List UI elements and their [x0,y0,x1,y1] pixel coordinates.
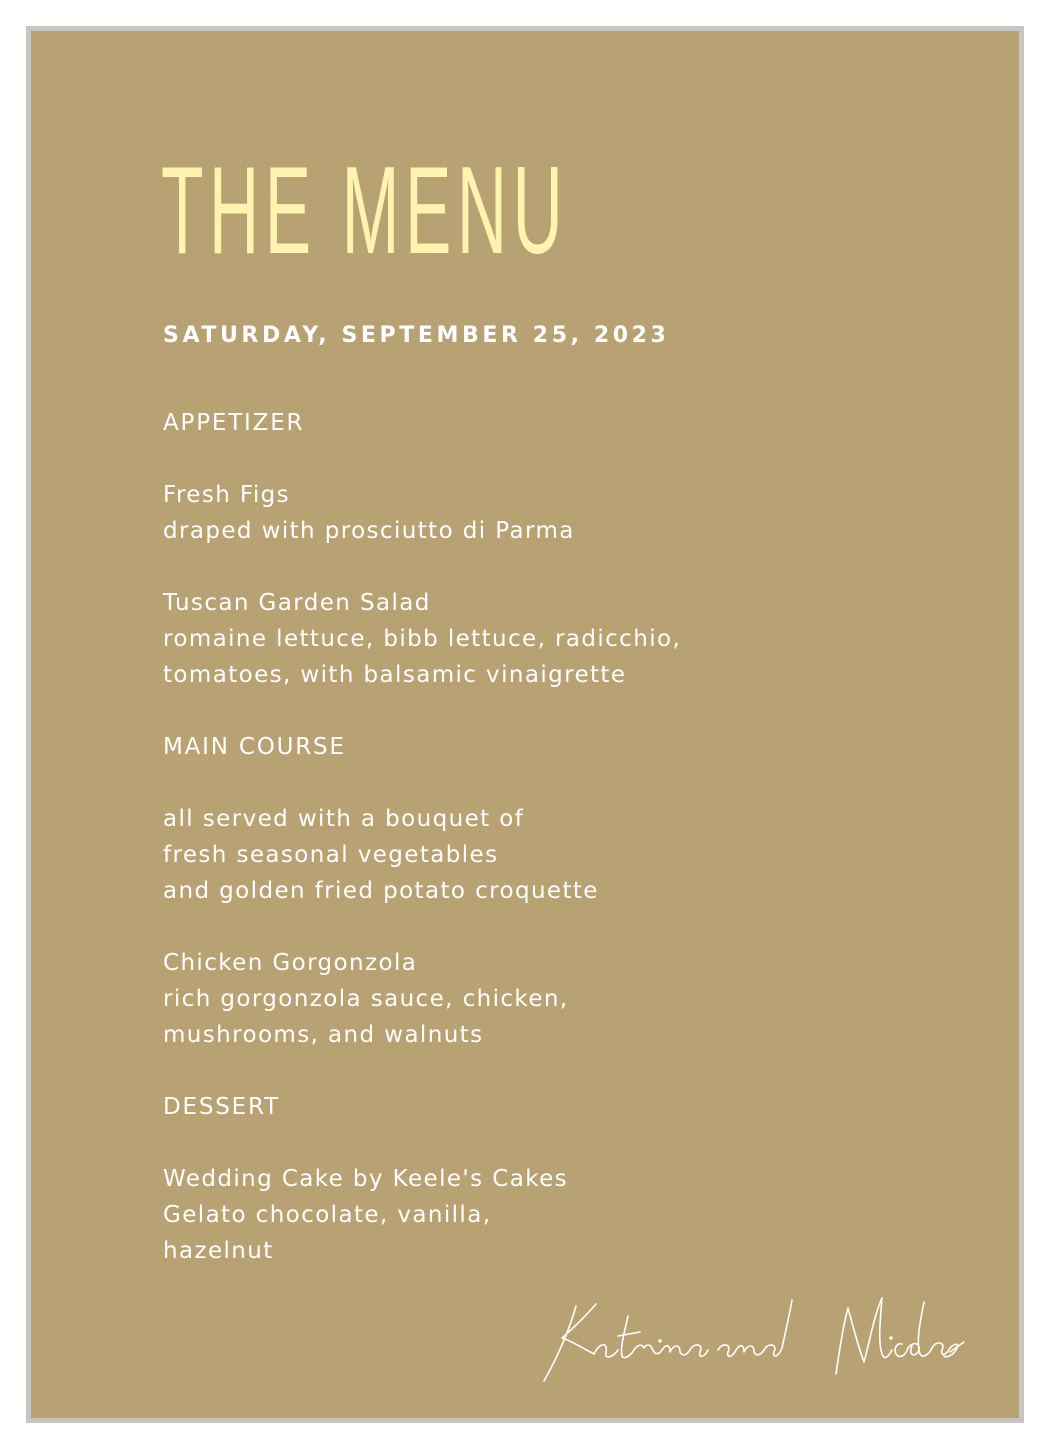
event-date: SATURDAY, SEPTEMBER 25, 2023 [163,323,670,348]
dish-name: Chicken Gorgonzola [163,950,418,976]
menu-body [163,405,681,1269]
dish-name: Fresh Figs [163,482,291,508]
dish-description: Gelato chocolate, vanilla, [163,1202,492,1228]
menu-card-border [26,26,1024,1423]
dish-description: mushrooms, and walnuts [163,1022,484,1048]
dish-description: tomatoes, with balsamic vinaigrette [163,662,627,688]
spacer [163,549,681,585]
dish-name: Tuscan Garden Salad [163,590,431,616]
dish-name: Wedding Cake by Keele's Cakes [163,1166,569,1192]
spacer [163,693,681,729]
spacer [163,909,681,945]
dish-description: rich gorgonzola sauce, chicken, [163,986,569,1012]
spacer [163,765,681,801]
spacer [163,1125,681,1161]
spacer [163,1053,681,1089]
section-heading-dessert: DESSERT [163,1094,280,1120]
menu-title: THE MENU [161,142,569,280]
signature-script [536,1286,966,1386]
dish-description: hazelnut [163,1238,274,1264]
course-note: and golden fried potato croquette [163,878,599,904]
menu-card [31,31,1019,1418]
section-heading-main-course: MAIN COURSE [163,734,346,760]
section-heading-appetizer: APPETIZER [163,410,305,436]
course-note: all served with a bouquet of [163,806,525,832]
course-note: fresh seasonal vegetables [163,842,499,868]
spacer [163,441,681,477]
dish-description: romaine lettuce, bibb lettuce, radicchio, [163,626,682,652]
dish-description: draped with prosciutto di Parma [163,518,575,544]
